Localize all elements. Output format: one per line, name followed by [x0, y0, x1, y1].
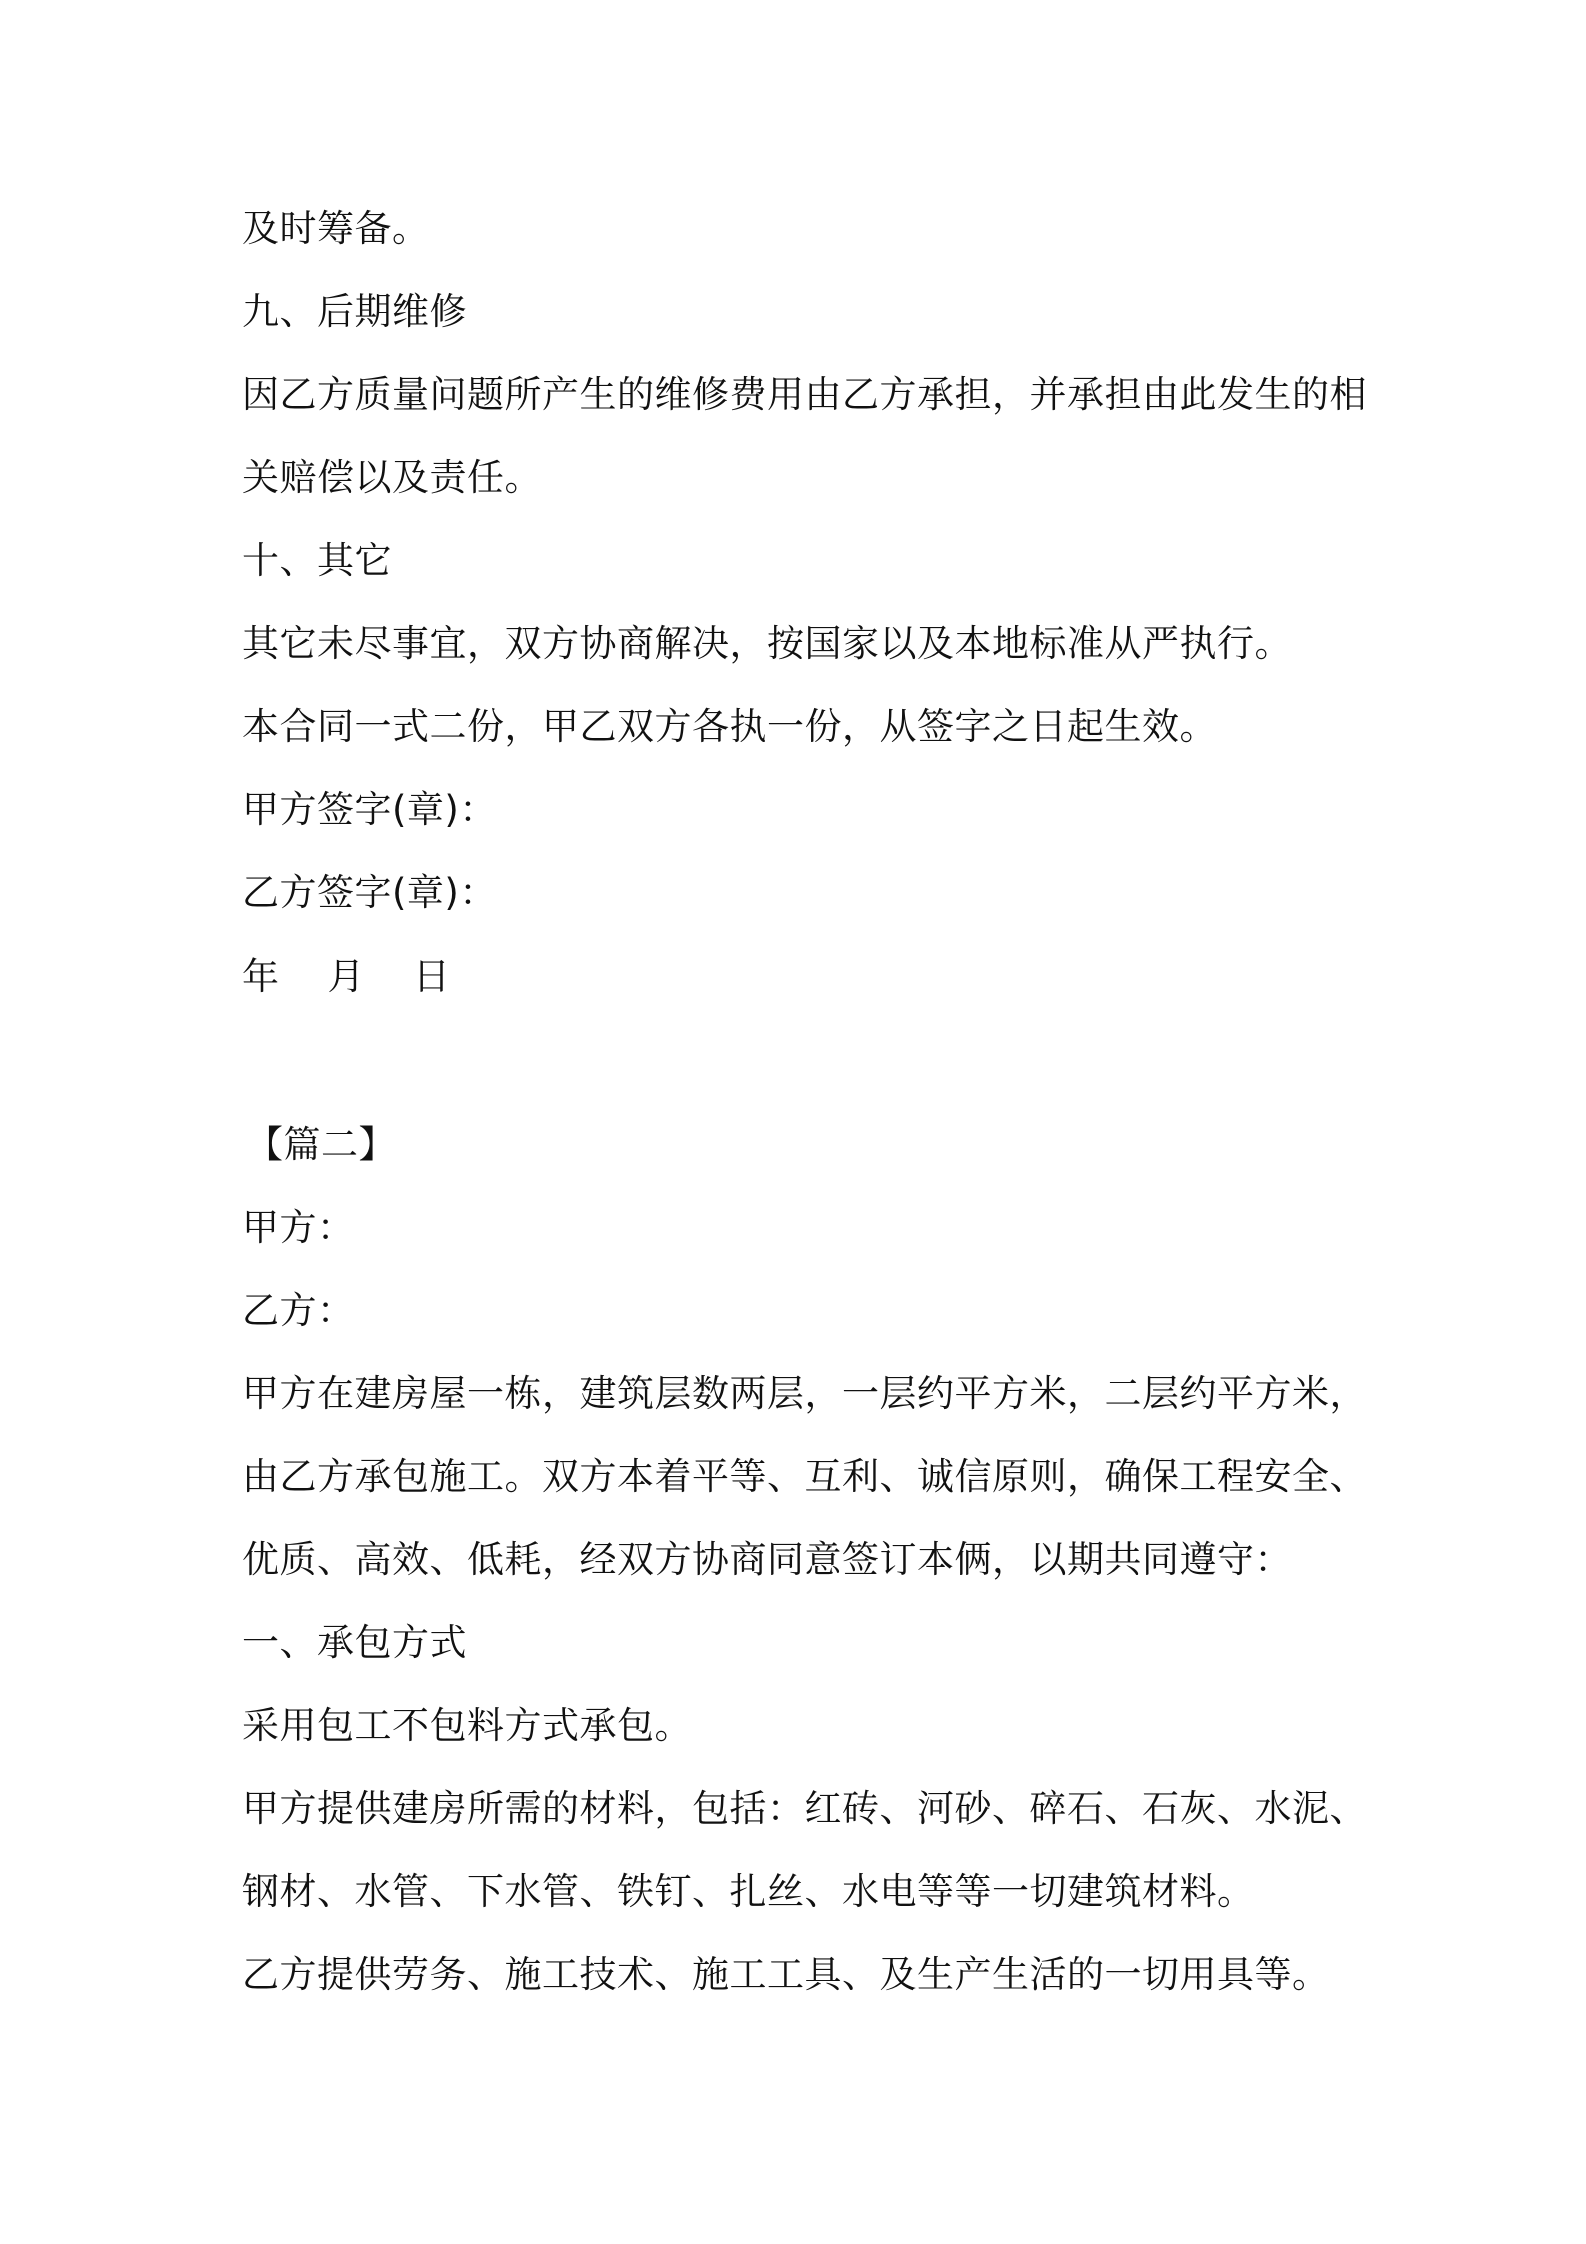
clause-10-heading: 十、其它: [242, 539, 392, 582]
section-2-clause-1-line-1: 采用包工不包料方式承包。: [242, 1704, 692, 1747]
section-2-clause-1-line-2: 甲方提供建房所需的材料，包括：红砖、河砂、碎石、石灰、水泥、: [242, 1787, 1367, 1830]
paragraph-prep-ending: 及时筹备。: [242, 207, 430, 250]
section-2-intro-line-2: 由乙方承包施工。双方本着平等、互利、诚信原则，确保工程安全、: [242, 1455, 1367, 1498]
party-b-signature: 乙方签字(章)：: [242, 871, 497, 914]
copies-validity-text: 本合同一式二份，甲乙双方各执一份，从签字之日起生效。: [242, 705, 1217, 748]
section-2-party-b: 乙方：: [242, 1289, 355, 1332]
section-2-intro-line-3: 优质、高效、低耗，经双方协商同意签订本俩，以期共同遵守：: [242, 1538, 1292, 1581]
signing-date: [242, 952, 451, 1002]
section-2-title: 【篇二】: [246, 1123, 396, 1166]
date-year: 年: [242, 955, 280, 998]
date-month: 月: [327, 955, 365, 998]
section-2-intro-line-1: 甲方在建房屋一栋，建筑层数两层，一层约平方米，二层约平方米，: [242, 1372, 1367, 1415]
section-2-clause-1-line-3: 钢材、水管、下水管、铁钉、扎丝、水电等等一切建筑材料。: [242, 1870, 1255, 1913]
clause-9-heading: 九、后期维修: [242, 290, 467, 333]
section-2-clause-1-heading: 一、承包方式: [242, 1621, 467, 1664]
date-day: 日: [413, 955, 451, 998]
clause-9-text-line-2: 关赔偿以及责任。: [242, 456, 542, 499]
party-a-signature: 甲方签字(章)：: [242, 788, 497, 831]
clause-10-text: 其它未尽事宜，双方协商解决，按国家以及本地标准从严执行。: [242, 622, 1292, 665]
section-2-party-a: 甲方：: [242, 1206, 355, 1249]
clause-9-text-line-1: 因乙方质量问题所产生的维修费用由乙方承担，并承担由此发生的相: [242, 373, 1367, 416]
section-2-clause-1-line-4: 乙方提供劳务、施工技术、施工工具、及生产生活的一切用具等。: [242, 1953, 1330, 1996]
